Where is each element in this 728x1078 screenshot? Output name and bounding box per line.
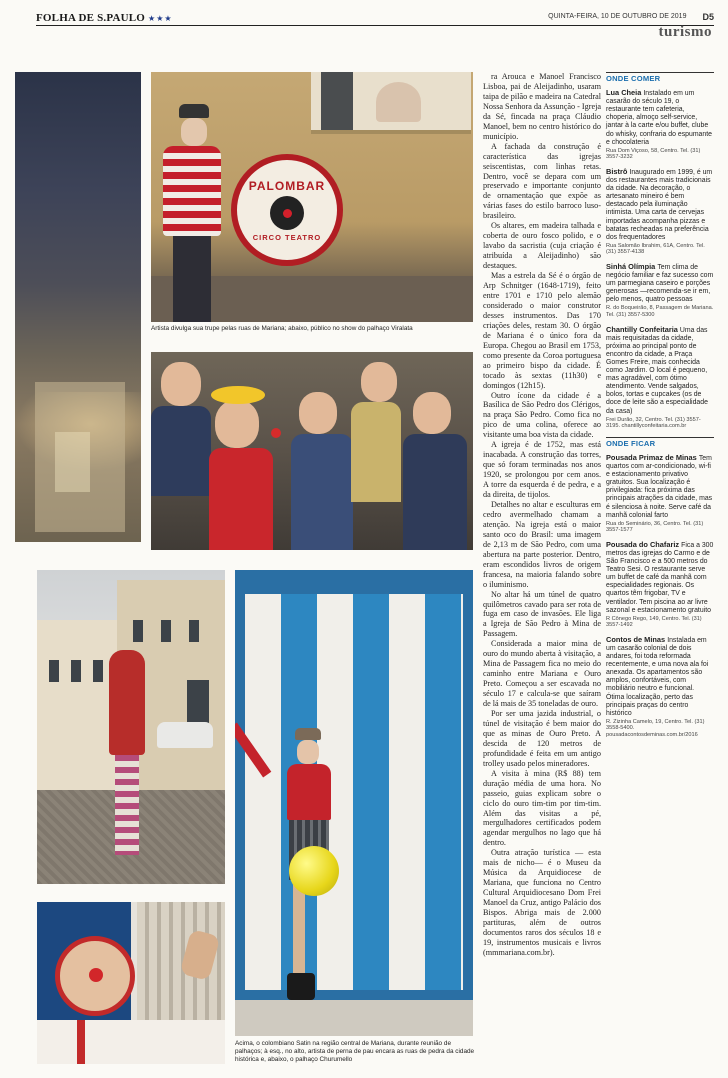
listing-item [606, 454, 714, 534]
striped-shirt [163, 146, 221, 236]
child-uniform [403, 434, 467, 550]
paragraph: Considerada a maior mina de ouro do mundo aberta à visitação, a Mina de Passagem fica no meio do caminho entre Mariana e Ouro Preto. Começou a ser escavada no século 17 e calcula-se que saíram de lá mais de 35 toneladas de ouro. [483, 639, 601, 709]
child-face [299, 392, 337, 434]
night-city-photo [15, 72, 141, 542]
listing-address: Rua Salomão Ibrahim, 61A, Centro. Tel. (31) 3557-4138 [606, 242, 705, 256]
white-shirt [37, 1020, 225, 1064]
masthead [36, 8, 173, 26]
paragraph: Mas a estrela da Sé é o órgão de Arp Schnitger (1648-1719), feito entre 1701 e 1710 pelo alemão considerado o maior construtor desses instrumentos. Das 170 criações deles, restam 30. O órgão de Mariana é o único fora da Europa. Chegou ao Brasil em 1753, como presente da Coroa portuguesa ao primeiro bispo da cidade. É tocado às sextas (11h30) e domingos (12h15). [483, 271, 601, 390]
suspender [77, 1020, 85, 1064]
issue-date: QUINTA-FEIRA, 10 DE OUTUBRO DE 2019 [548, 13, 687, 20]
listing-text: Uma das mais requisitadas da cidade, próxima ao principal ponto de encontro da cidade, a Praça Gomes Freire, mais conhecida como Jardim. O local é pequeno, mas agradável, com ótimo atendimento. Vende salgados, bolos, tortas e cupcakes (os de doce de leite são a especialidade da casa) [606, 326, 708, 415]
listing-text: Instalado em um casarão do século 19, o restaurante tem cafeteria, choperia, almoço self-service, jantar à la carte e/ou buffet, clube do whisky, confraria do espumante e chocolateria [606, 90, 712, 146]
paragraph: Detalhes no altar e esculturas em cedro avermelhado chamam a atenção. Na igreja está o maior santo oco do Brasil: uma imagem de 2,13 m de São Pedro, com uma abertura na parte posterior. Dentro, eram escondidos livros de origem francesa, na maioria falando sobre o iluminismo. [483, 499, 601, 589]
listing-name: Lua Cheia [606, 88, 644, 98]
striped-artist [159, 104, 221, 322]
child-face [413, 392, 451, 434]
listing-address: Rua Dom Viçoso, 58, Centro. Tel. (31) 3557-3232 [606, 147, 701, 161]
church-door [55, 432, 90, 492]
bass-drum [231, 154, 343, 266]
colonial-building [37, 620, 117, 790]
child-uniform [291, 434, 353, 550]
hat [295, 728, 321, 740]
child-clown-face [215, 400, 259, 448]
listing-address: Rua do Seminário, 36, Centro. Tel. (31) 3557-1577 [606, 520, 704, 534]
listing-name: Pousada Primaz de Minas [606, 452, 699, 462]
window [49, 660, 59, 682]
boot [287, 973, 315, 1000]
paragraph: Outro ícone da cidade é a Basílica de São Pedro dos Clérigos, na praça São Pedro. Como fica no pico de uma colina, oferece ao visitante uma boa vista da cidade. [483, 390, 601, 440]
red-shirt [287, 764, 331, 820]
listing-name: Bistrô [606, 166, 630, 176]
clown-at-door-photo [235, 570, 473, 1036]
listing-text: Inaugurado em 1999, é um dos restaurantes mais tradicionais da cidade. Na decoração, o artesanato mineiro é bem destacado pela iluminação intimista. Uma carta de cervejas importadas acompanha pizzas e batatas recheadas na preferência dos frequentadores [606, 168, 713, 241]
stars-icon: ★★★ [148, 13, 173, 23]
listing-address: R Cônego Rego, 149, Centro. Tel. (31) 3557-1492 [606, 615, 702, 629]
drum-logo-bottom: CIRCO TEATRO [252, 232, 322, 242]
window [93, 660, 103, 682]
listing-text: Instalada em um casarão colonial de dois andares, foi toda reformada recentemente, e uma nova ala foi anexada. Os apartamentos são amplos, confortáveis, com mobiliário neutro e funcional. Ótima localização, perto das principais praças do centro histórico [606, 636, 709, 717]
drum-logo-top: PALOMBAR [248, 178, 326, 193]
listing-item [606, 263, 714, 319]
section-heading-stay: ONDE FICAR [606, 437, 714, 448]
stilt-walker-photo [37, 570, 225, 884]
paragraph: Outra atração turística — esta mais de nicho— é o Museu da Música da Arquidiocese de Mariana, que funciona no Centro Cultural Arquidiocesano Dom Frei Manoel da Cruz, antigo Palácio dos Bispos. Abriga mais de 2.000 partituras, além de outros documentos raros dos séculos 18 e 19, instrumentos musicais e livros (mmmariana.com.br). [483, 848, 601, 957]
listing-item [606, 541, 714, 629]
window [133, 620, 143, 642]
door [187, 680, 209, 728]
child-face [361, 362, 397, 402]
page-header [36, 8, 714, 26]
parked-car [157, 722, 213, 748]
child-shirt [351, 402, 401, 502]
legs [173, 236, 211, 322]
window [189, 620, 199, 642]
stilt-walker-coat [109, 650, 145, 755]
woman-at-window [376, 82, 421, 122]
listing-item [606, 636, 714, 739]
red-nose [89, 968, 103, 982]
yellow-hat [211, 386, 265, 404]
listing-text: Tem quartos com ar-condicionado, wi-fi e estacionamento privativo gratuitos. Sua localização é privilegiada: fica próxima das principais atrações da cidade, mas é silenciosa à noite. Serve café da manhã colonial farto [606, 454, 713, 519]
paragraph: Os altares, em madeira talhada e coberta de ouro fosco polido, e o lavabo da sacristia (cuja criação é atribuída a Aleijadinho) são destaques. [483, 221, 601, 271]
drum-artist-photo [151, 72, 473, 322]
paragraph: ra Arouca e Manoel Francisco Lisboa, pai de Aleijadinho, usaram taipa de pilão e madeira na Catedral Nossa Senhora da Assunção - Igreja da Sé, fincada na praça Cláudio Manoel, bem no centro histórico do município. [483, 72, 602, 141]
listing-text: Fica a 300 metros das igrejas do Carmo e de São Francisco e a 500 metros do Teatro Sesi. O restaurante serve um buffet de café da manhã com especialidades regionais. Os quartos têm frigobar, TV e ventilador. Tem piscina ao ar livre sazonal e estacionamento gratuito [606, 541, 714, 614]
face [181, 118, 207, 146]
sidebar-guide [606, 72, 714, 1072]
listing-item [606, 326, 714, 430]
page-number: D5 [702, 11, 714, 22]
listing-name: Sinhá Olímpia [606, 261, 658, 271]
section-title: turismo [658, 24, 712, 40]
window [71, 660, 81, 682]
listing-item [606, 168, 714, 256]
section-heading-eat: ONDE COMER [606, 72, 714, 83]
listing-item [606, 89, 714, 161]
window [161, 620, 171, 642]
paragraph: Por ser uma jazida industrial, o túnel de visitação é bem maior do que as minas de Ouro Preto. A descida de 120 metros de profundidade é feita em um antigo trolley usado pelos mineradores. [483, 709, 601, 768]
article-body [483, 72, 601, 972]
yellow-balloon [289, 846, 339, 896]
listing-text: Tem clima de negócio familiar e faz sucesso com um parmegiana caseiro e porções generosas —recomenda-se ir em, pelo menos, quatro pessoas [606, 263, 714, 304]
leg [293, 880, 305, 980]
header-meta [548, 12, 714, 22]
red-nose [271, 428, 281, 438]
listing-address: R. Zizinha Camelo, 19, Centro. Tel. (31) 3558-5400. pousadacontosdeminas.com.br/2016 [606, 718, 705, 739]
caption-bottom: Acima, o colombiano Satin na região central de Mariana, durante reunião de palhaços; à esq., no alto, artista de perna de pau encara as ruas de pedra da cidade histórica e, abaixo, o palhaço Churumello [235, 1040, 475, 1063]
paragraph: A fachada da construção é característica das igrejas seiscentistas, com linhas retas. Dentro, você se depara com um preservado e importante conjunto de ornamentação que expõe as várias fases do estilo barroco luso-brasileiro. [483, 141, 601, 221]
listing-name: Contos de Minas [606, 634, 668, 644]
paragraph: No altar há um túnel de quatro quilômetros cavado para ser rota de fuga em caso de invasões. Ele liga a Igreja de São Pedro à Mina de Passagem. [483, 589, 601, 639]
clown-churumello-photo [37, 902, 225, 1064]
stilt-walker-legs [115, 755, 139, 855]
face [297, 740, 319, 764]
paragraph: A visita à mina (R$ 88) tem duração média de uma hora. No passeio, guias explicam sobre o ciclo do ouro tim-tim por tim-tim. Além das visitas a pé, mergulhadores certificados podem agendar mergulhos no lago que há dentro. [483, 768, 601, 848]
listing-address: R. do Boqueirão, 8, Passagem de Mariana. Tel. (31) 3557-5300 [606, 305, 714, 319]
listing-name: Pousada do Chafariz [606, 539, 682, 549]
clown-face-icon [270, 196, 304, 230]
paragraph: A igreja é de 1752, mas está inacabada. A construção das torres, que só foram terminadas nos anos 1920, se prolongou por cem anos. A torre da esquerda é de pedra, e a da direita, de tijolos. [483, 440, 601, 500]
child-face [161, 362, 201, 406]
listing-address: Frei Durão, 32, Centro. Tel. (31) 3557-3195. chantillyconfeitaria.com.br [606, 416, 701, 430]
caption-top: Artista divulga sua trupe pelas ruas de Mariana; abaixo, público no show do palhaço Viralata [151, 325, 413, 332]
sidewalk [235, 1000, 473, 1036]
brand-name: FOLHA DE S.PAULO [36, 11, 146, 24]
listing-name: Chantilly Confeitaria [606, 324, 680, 334]
audience-photo [151, 352, 473, 550]
child-uniform [151, 406, 211, 496]
window-shutter [321, 72, 353, 130]
clown-costume [209, 448, 273, 550]
hat [179, 104, 209, 118]
